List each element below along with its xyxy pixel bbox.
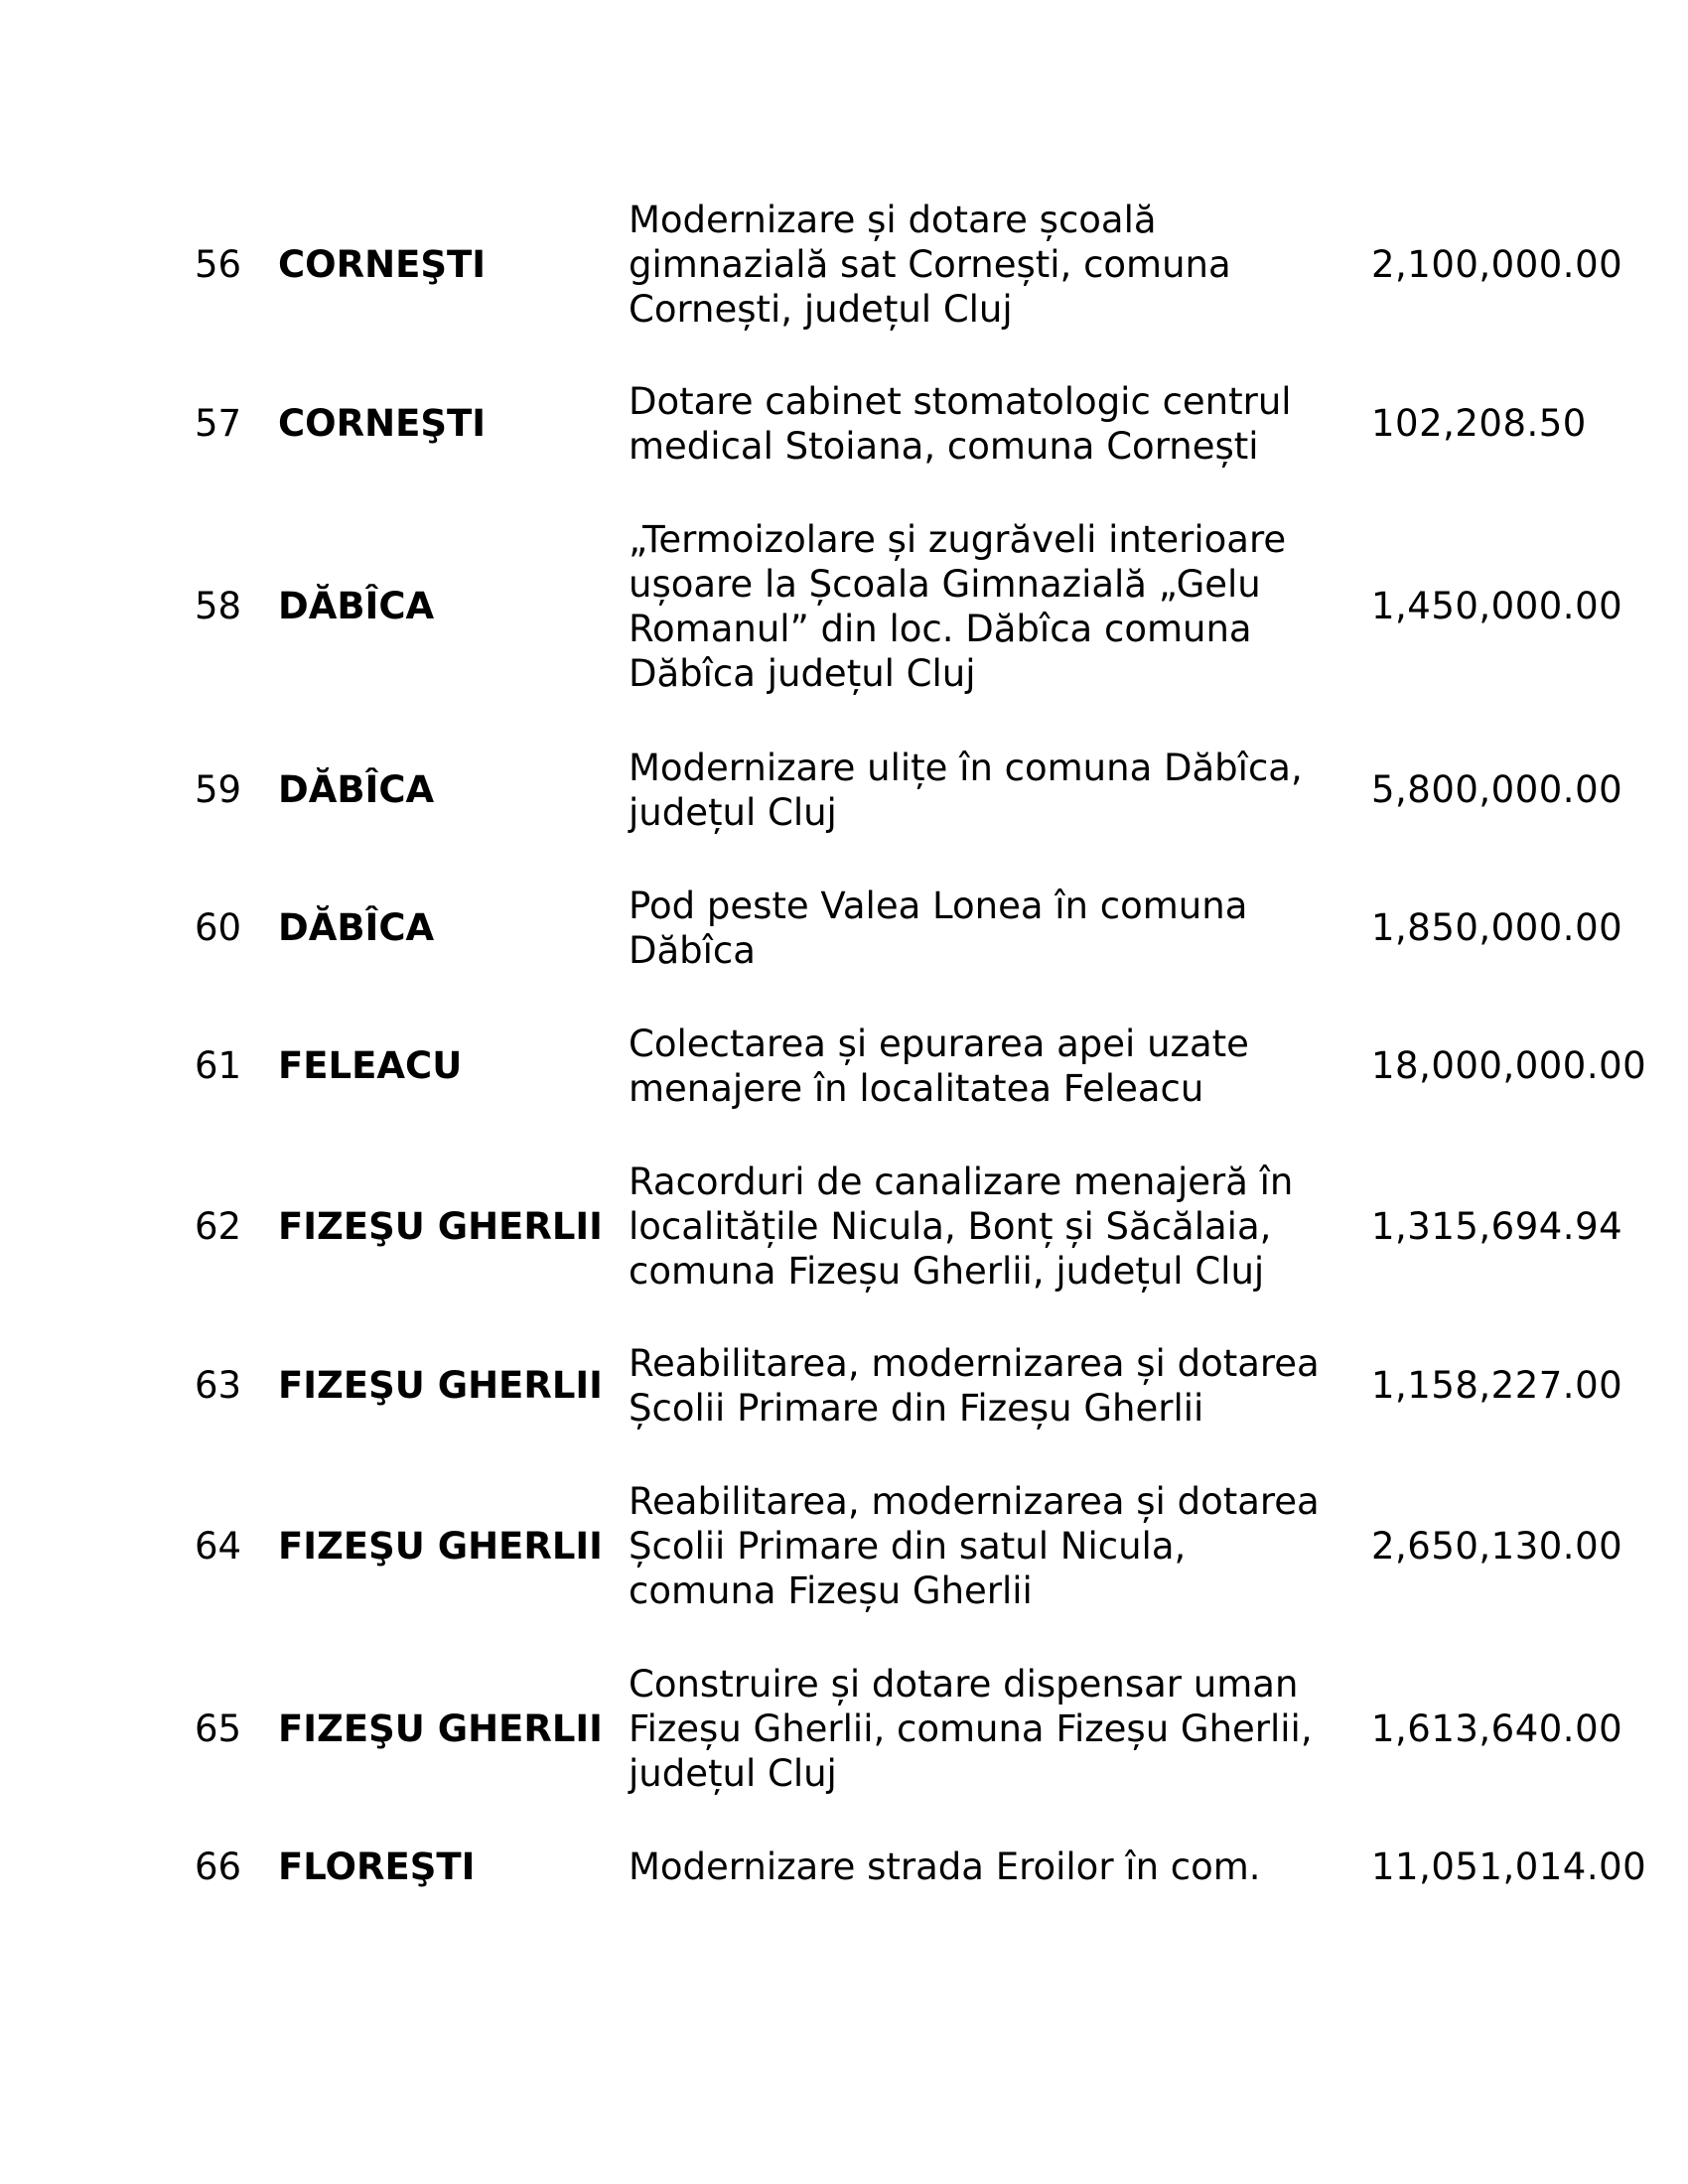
table-row bbox=[0, 1844, 1688, 1889]
project-amount: 1,450,000.00 bbox=[1371, 585, 1623, 627]
table-row bbox=[0, 1022, 1688, 1111]
project-description: Reabilitarea, modernizarea și dotarea Școlii Primare din Fizeșu Gherlii bbox=[629, 1342, 1320, 1430]
table-row bbox=[0, 1479, 1688, 1613]
row-number: 60 bbox=[195, 906, 242, 949]
project-amount: 18,000,000.00 bbox=[1371, 1044, 1647, 1087]
row-number: 66 bbox=[195, 1845, 242, 1888]
locality-name: FLOREŞTI bbox=[278, 1845, 476, 1888]
table-row bbox=[0, 198, 1688, 332]
table-row bbox=[0, 1341, 1688, 1431]
table-row bbox=[0, 517, 1688, 696]
table-row bbox=[0, 379, 1688, 469]
project-description: Pod peste Valea Lonea în comuna Dăbîca bbox=[629, 885, 1248, 972]
table-row bbox=[0, 746, 1688, 835]
project-description: Colectarea și epurarea apei uzate menajere în localitatea Feleacu bbox=[629, 1023, 1249, 1110]
locality-name: DĂBÎCA bbox=[278, 768, 435, 811]
project-description: „Termoizolare și zugrăveli interioare ușoare la Școala Gimnazială „Gelu Romanul” din loc. Dăbîca comuna Dăbîca județul Cluj bbox=[629, 518, 1287, 695]
locality-name: FIZEŞU GHERLII bbox=[278, 1205, 603, 1248]
project-amount: 1,613,640.00 bbox=[1371, 1707, 1623, 1750]
row-number: 56 bbox=[195, 243, 242, 286]
row-number: 59 bbox=[195, 768, 242, 811]
table-row bbox=[0, 1160, 1688, 1294]
project-amount: 1,850,000.00 bbox=[1371, 906, 1623, 949]
project-amount: 2,650,130.00 bbox=[1371, 1525, 1623, 1568]
locality-name: FIZEŞU GHERLII bbox=[278, 1707, 603, 1750]
locality-name: CORNEŞTI bbox=[278, 402, 486, 445]
locality-name: FELEACU bbox=[278, 1044, 463, 1087]
project-amount: 102,208.50 bbox=[1371, 402, 1587, 445]
project-description: Dotare cabinet stomatologic centrul medical Stoiana, comuna Cornești bbox=[629, 380, 1292, 468]
locality-name: CORNEŞTI bbox=[278, 243, 486, 286]
row-number: 62 bbox=[195, 1205, 242, 1248]
project-amount: 1,315,694.94 bbox=[1371, 1205, 1623, 1248]
table-row bbox=[0, 1662, 1688, 1796]
project-amount: 5,800,000.00 bbox=[1371, 768, 1623, 811]
project-amount: 2,100,000.00 bbox=[1371, 243, 1623, 286]
locality-name: FIZEŞU GHERLII bbox=[278, 1364, 603, 1407]
row-number: 63 bbox=[195, 1364, 242, 1407]
project-description: Modernizare strada Eroilor în com. bbox=[629, 1845, 1261, 1888]
row-number: 64 bbox=[195, 1525, 242, 1568]
project-description: Modernizare ulițe în comuna Dăbîca, județul Cluj bbox=[629, 747, 1303, 834]
row-number: 65 bbox=[195, 1707, 242, 1750]
project-description: Racorduri de canalizare menajeră în localitățile Nicula, Bonț și Săcălaia, comuna Fizeșu Gherlii, județul Cluj bbox=[629, 1160, 1294, 1293]
locality-name: FIZEŞU GHERLII bbox=[278, 1525, 603, 1568]
row-number: 57 bbox=[195, 402, 242, 445]
project-description: Reabilitarea, modernizarea și dotarea Școlii Primare din satul Nicula, comuna Fizeșu Gherlii bbox=[629, 1480, 1320, 1612]
project-amount: 1,158,227.00 bbox=[1371, 1364, 1623, 1407]
project-description: Construire și dotare dispensar uman Fizeșu Gherlii, comuna Fizeșu Gherlii, județul Cluj bbox=[629, 1663, 1313, 1795]
project-amount: 11,051,014.00 bbox=[1371, 1845, 1647, 1888]
row-number: 58 bbox=[195, 585, 242, 627]
project-description: Modernizare și dotare școală gimnazială sat Cornești, comuna Cornești, județul Cluj bbox=[629, 199, 1231, 331]
table-row bbox=[0, 884, 1688, 973]
locality-name: DĂBÎCA bbox=[278, 906, 435, 949]
locality-name: DĂBÎCA bbox=[278, 585, 435, 627]
row-number: 61 bbox=[195, 1044, 242, 1087]
